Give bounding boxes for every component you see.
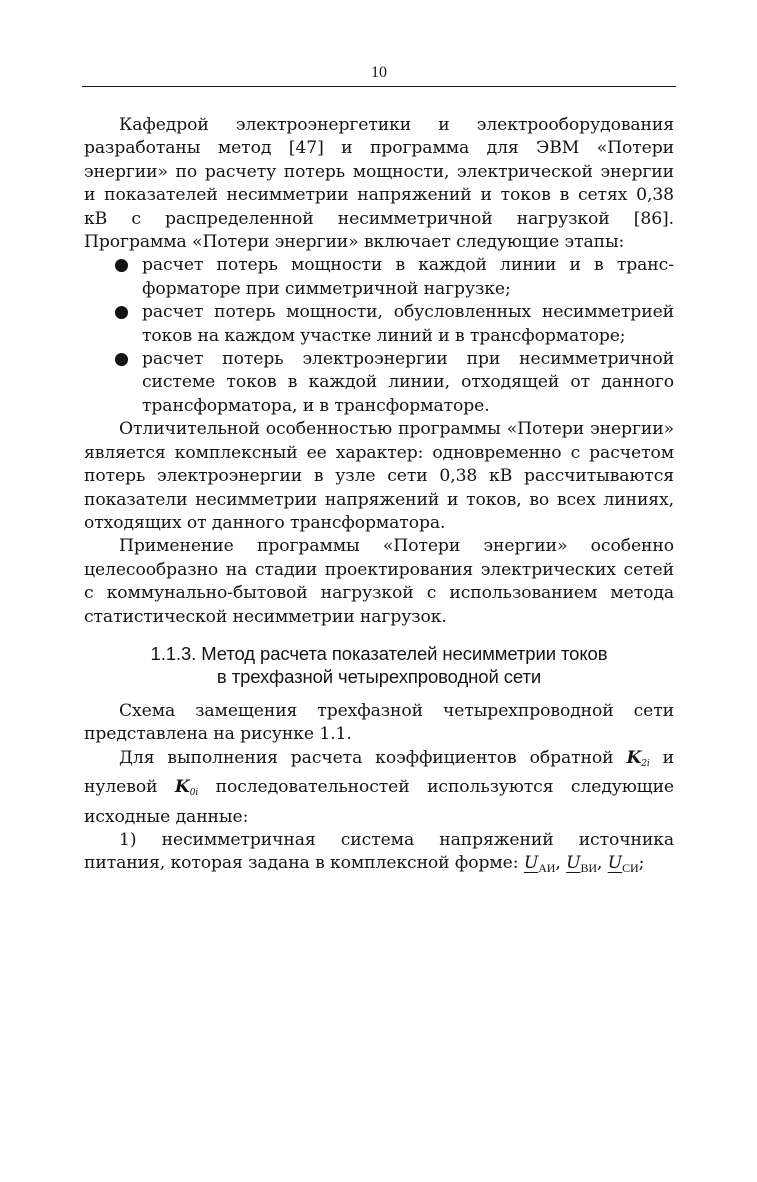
section-heading [84, 642, 674, 688]
scheme-paragraph: Схема замещения трехфазной четырехпроводной сети представлена на рисунке 1.1. [84, 700, 674, 745]
intro-paragraph: Кафедрой электроэнергетики и электрооборудования разработаны метод [47] и программа для ЭВМ «Потери энергии» по расчету потерь мощности, электрической энергии и показателей несимметрии напряжений и токов в сетях 0,38 кВ с распределенной несимметричной нагрузкой [86]. Программа «Потери энергии» включает следующие этапы: [84, 115, 674, 253]
section-heading-line-2: в трехфазной четырехпроводной сети [216, 665, 542, 687]
list-item-text: расчет потерь мощности, обусловленных несимметрией токов на каждом участке линий и в трансформаторе; [142, 302, 674, 346]
uc-symbol: U [607, 853, 623, 874]
coefficients-text-2: и нулевой [84, 747, 674, 798]
ub-subscript: ВИ [580, 861, 597, 876]
coefficients-paragraph [84, 747, 674, 829]
body-text [84, 114, 674, 881]
ua-subscript: АИ [538, 861, 556, 876]
page-header [82, 64, 676, 87]
coefficients-text-3: последовательностей используются следующие исходные данные: [84, 777, 674, 827]
k0-symbol: K [174, 777, 190, 798]
bullet-icon: ● [114, 302, 129, 323]
item1-text: 1) несимметричная система напряжений источника питания, которая задана в комплексной форме: [84, 829, 674, 874]
section-heading-line-1: 1.1.3. Метод расчета показателей несимметрии токов [150, 642, 608, 664]
k0-subscript: 0i [189, 788, 199, 799]
stages-list [84, 254, 674, 418]
numbered-item-1 [84, 829, 674, 881]
list-item [84, 348, 674, 418]
coefficients-text-1: Для выполнения расчета коэффициентов обратной [119, 747, 627, 768]
item1-separator-2: , [596, 853, 608, 874]
uc-subscript: СИ [622, 861, 639, 876]
item1-end: ; [638, 853, 645, 874]
k2-subscript: 2i [641, 758, 650, 769]
application-paragraph: Применение программы «Потери энергии» особенно целесообразно на стадии проектирования электрических сетей с коммунально-бытовой нагрузкой с использованием метода статистической несимметрии нагрузок. [84, 536, 674, 627]
bullet-icon: ● [114, 255, 129, 276]
page-number: 10 [371, 64, 387, 81]
features-paragraph: Отличительной особенностью программы «Потери энергии» является комплексный ее характер: одновременно с расчетом потерь электроэнергии в узле сети 0,38 кВ рассчитываются показатели несимметрии напряжений и токов, во всех линиях, отходящих от данного трансформатора. [84, 419, 674, 533]
bullet-icon: ● [114, 349, 129, 370]
item1-separator-1: , [555, 853, 567, 874]
k2-symbol: K [626, 747, 642, 768]
list-item-text: расчет потерь мощности в каждой линии и в трансформаторе при симметричной нагрузке; [142, 255, 674, 299]
list-item [84, 301, 674, 348]
list-item [84, 254, 674, 301]
ub-symbol: U [566, 853, 581, 874]
ua-symbol: U [523, 853, 539, 874]
list-item-text: расчет потерь электроэнергии при несимметричной системе токов в каждой линии, отходящей от данного трансформатора, и в трансформаторе. [142, 349, 674, 416]
